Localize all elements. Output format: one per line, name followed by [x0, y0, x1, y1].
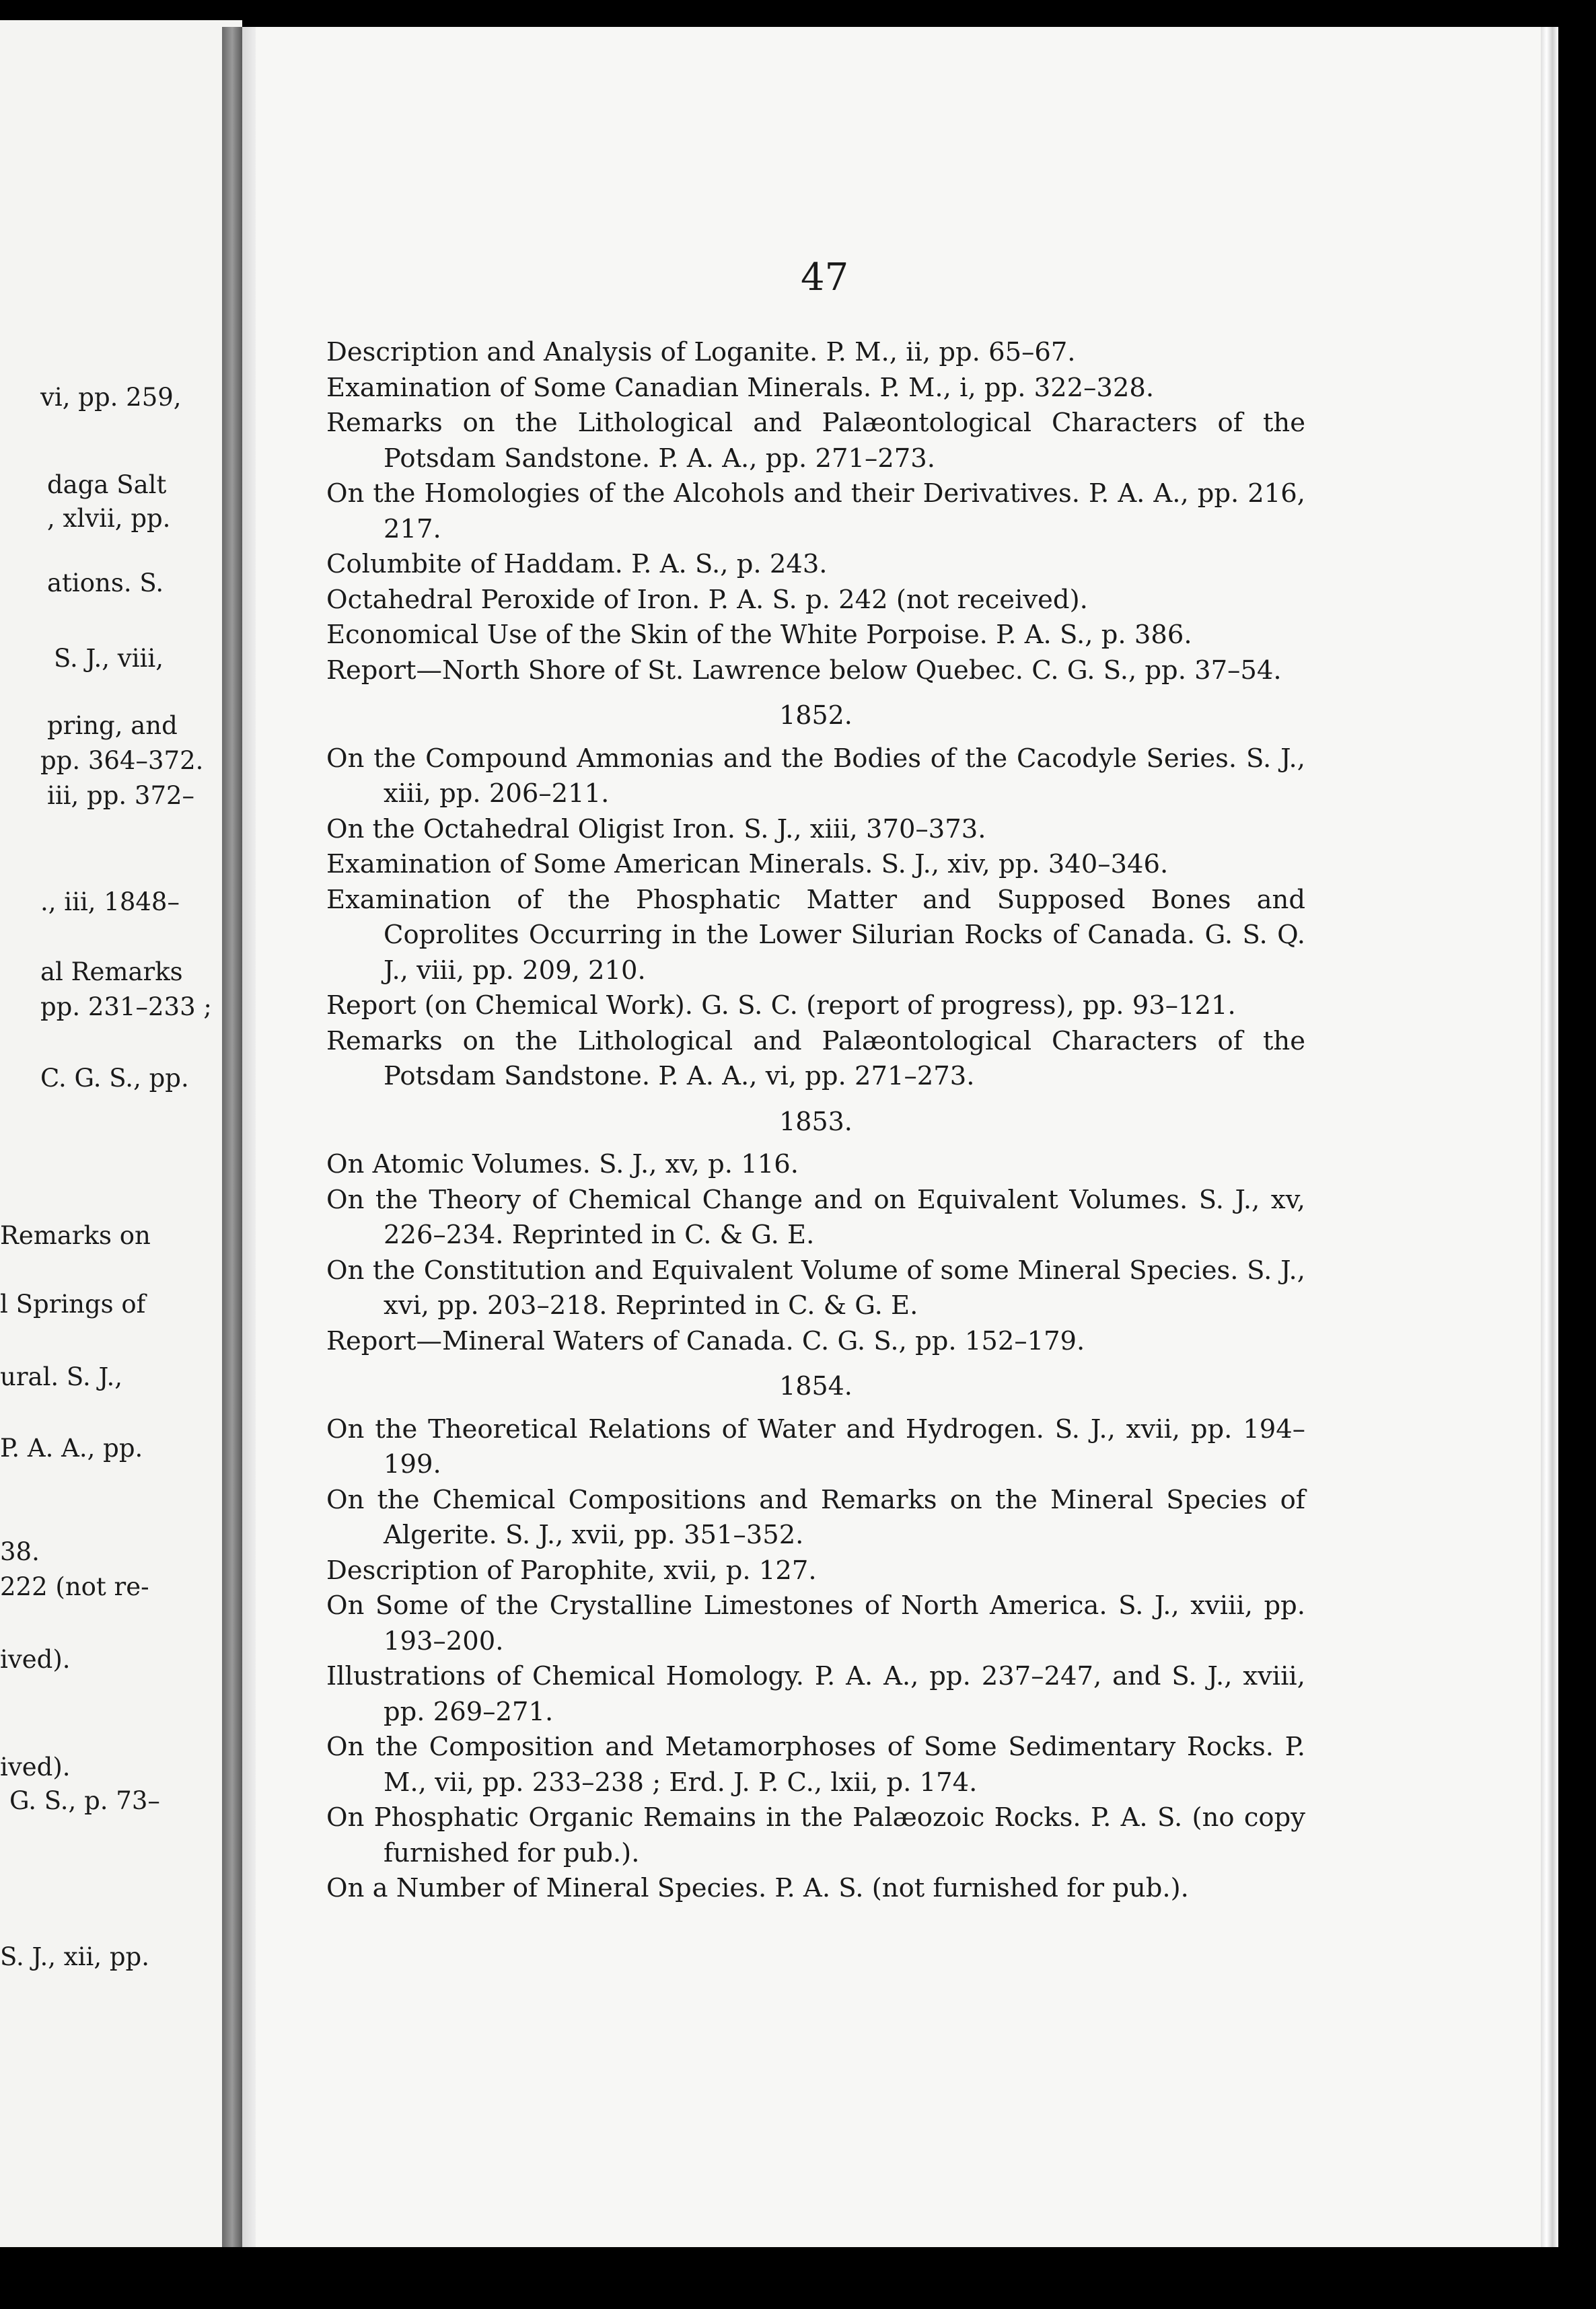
left-fragment: vi, pp. 259, [40, 383, 182, 412]
page-number: 47 [801, 256, 849, 299]
bibliography-entry: Report—North Shore of St. Lawrence below Quebec. C. G. S., pp. 37–54. [326, 655, 1282, 686]
bibliography-entry: Illustrations of Chemical Homology. P. A. A., pp. 237–247, and S. J., xviii, pp. 269–271. [326, 1661, 1305, 1727]
left-page [0, 20, 242, 2247]
bibliography-entry: Report (on Chemical Work). G. S. C. (report of progress), pp. 93–121. [326, 990, 1236, 1021]
bibliography-entry: On the Homologies of the Alcohols and their Derivatives. P. A. A., pp. 216, 217. [326, 478, 1305, 544]
page-edge [1541, 27, 1558, 2247]
left-fragment: pp. 231–233 ; [40, 992, 212, 1021]
bibliography-entry: Examination of Some American Minerals. S. J., xiv, pp. 340–346. [326, 849, 1169, 879]
bibliography-list [326, 335, 1305, 1907]
bibliography-entry: Octahedral Peroxide of Iron. P. A. S. p. 242 (not received). [326, 584, 1088, 615]
bibliography-entry: Remarks on the Lithological and Palæontological Characters of the Potsdam Sandstone. P. A. A., vi, pp. 271–273. [326, 1025, 1305, 1091]
left-fragment: iii, pp. 372– [47, 781, 195, 810]
bibliography-entry: Economical Use of the Skin of the White Porpoise. P. A. S., p. 386. [326, 620, 1192, 650]
bibliography-entry: Examination of Some Canadian Minerals. P. M., i, pp. 322–328. [326, 372, 1155, 403]
left-fragment: al Remarks [40, 957, 183, 986]
bibliography-entry: On the Composition and Metamorphoses of Some Sedimentary Rocks. P. M., vii, pp. 233–238 ; Erd. J. P. C., lxii, p. 174. [326, 1732, 1305, 1798]
bibliography-entry: On the Constitution and Equivalent Volume of some Mineral Species. S. J., xvi, pp. 203–218. Reprinted in C. & G. E. [326, 1255, 1305, 1321]
left-fragment: 38. [0, 1537, 40, 1566]
left-fragment: 222 (not re- [0, 1572, 149, 1601]
left-fragment: pring, and [47, 711, 178, 740]
left-fragment: ., iii, 1848– [40, 887, 180, 916]
left-fragment: C. G. S., pp. [40, 1064, 189, 1093]
left-fragment: ived). [0, 1753, 71, 1782]
bibliography-entry: On a Number of Mineral Species. P. A. S. (not furnished for pub.). [326, 1873, 1189, 1903]
left-fragment: S. J., xii, pp. [0, 1942, 149, 1971]
left-fragment: , xlvii, pp. [47, 504, 171, 533]
bibliography-entry: Examination of the Phosphatic Matter and Supposed Bones and Coprolites Occurring in the Lower Silurian Rocks of Canada. G. S. Q. J., viii, pp. 209, 210. [326, 884, 1305, 986]
bibliography-entry: Columbite of Haddam. P. A. S., p. 243. [326, 549, 828, 579]
book-spine [222, 27, 242, 2247]
bibliography-entry: On Phosphatic Organic Remains in the Palæozoic Rocks. P. A. S. (no copy furnished for pub.). [326, 1802, 1305, 1868]
left-fragment: ations. S. [47, 569, 164, 597]
bibliography-entry: On the Theory of Chemical Change and on Equivalent Volumes. S. J., xv, 226–234. Reprinted in C. & G. E. [326, 1184, 1305, 1250]
left-fragment: S. J., viii, [54, 644, 164, 673]
left-fragment: G. S., p. 73– [9, 1786, 160, 1815]
bibliography-entry: On the Compound Ammonias and the Bodies of the Cacodyle Series. S. J., xiii, pp. 206–211. [326, 743, 1305, 809]
bibliography-entry: Description and Analysis of Loganite. P. M., ii, pp. 65–67. [326, 337, 1076, 367]
bibliography-entry: On the Octahedral Oligist Iron. S. J., xiii, 370–373. [326, 813, 986, 844]
left-fragment: Remarks on [0, 1221, 151, 1250]
bibliography-entry: On Some of the Crystalline Limestones of North America. S. J., xviii, pp. 193–200. [326, 1590, 1305, 1656]
bibliography-entry: On Atomic Volumes. S. J., xv, p. 116. [326, 1149, 799, 1179]
left-fragment: ived). [0, 1645, 71, 1674]
year-heading: 1853. [779, 1106, 853, 1136]
gutter-shadow [242, 27, 257, 2247]
left-fragment: P. A. A., pp. [0, 1434, 143, 1463]
left-fragment: pp. 364–372. [40, 746, 204, 775]
year-heading: 1854. [779, 1371, 853, 1401]
left-fragment: l Springs of [0, 1290, 146, 1319]
left-fragment: ural. S. J., [0, 1362, 122, 1391]
bibliography-entry: On the Chemical Compositions and Remarks on the Mineral Species of Algerite. S. J., xvii, pp. 351–352. [326, 1484, 1305, 1550]
left-fragment: daga Salt [47, 470, 167, 499]
bibliography-entry: On the Theoretical Relations of Water and Hydrogen. S. J., xvii, pp. 194–199. [326, 1414, 1305, 1479]
bibliography-entry: Remarks on the Lithological and Palæontological Characters of the Potsdam Sandstone. P. A. A., pp. 271–273. [326, 408, 1305, 474]
bibliography-entry: Report—Mineral Waters of Canada. C. G. S., pp. 152–179. [326, 1325, 1085, 1356]
bibliography-entry: Description of Parophite, xvii, p. 127. [326, 1555, 817, 1586]
year-heading: 1852. [779, 700, 853, 730]
